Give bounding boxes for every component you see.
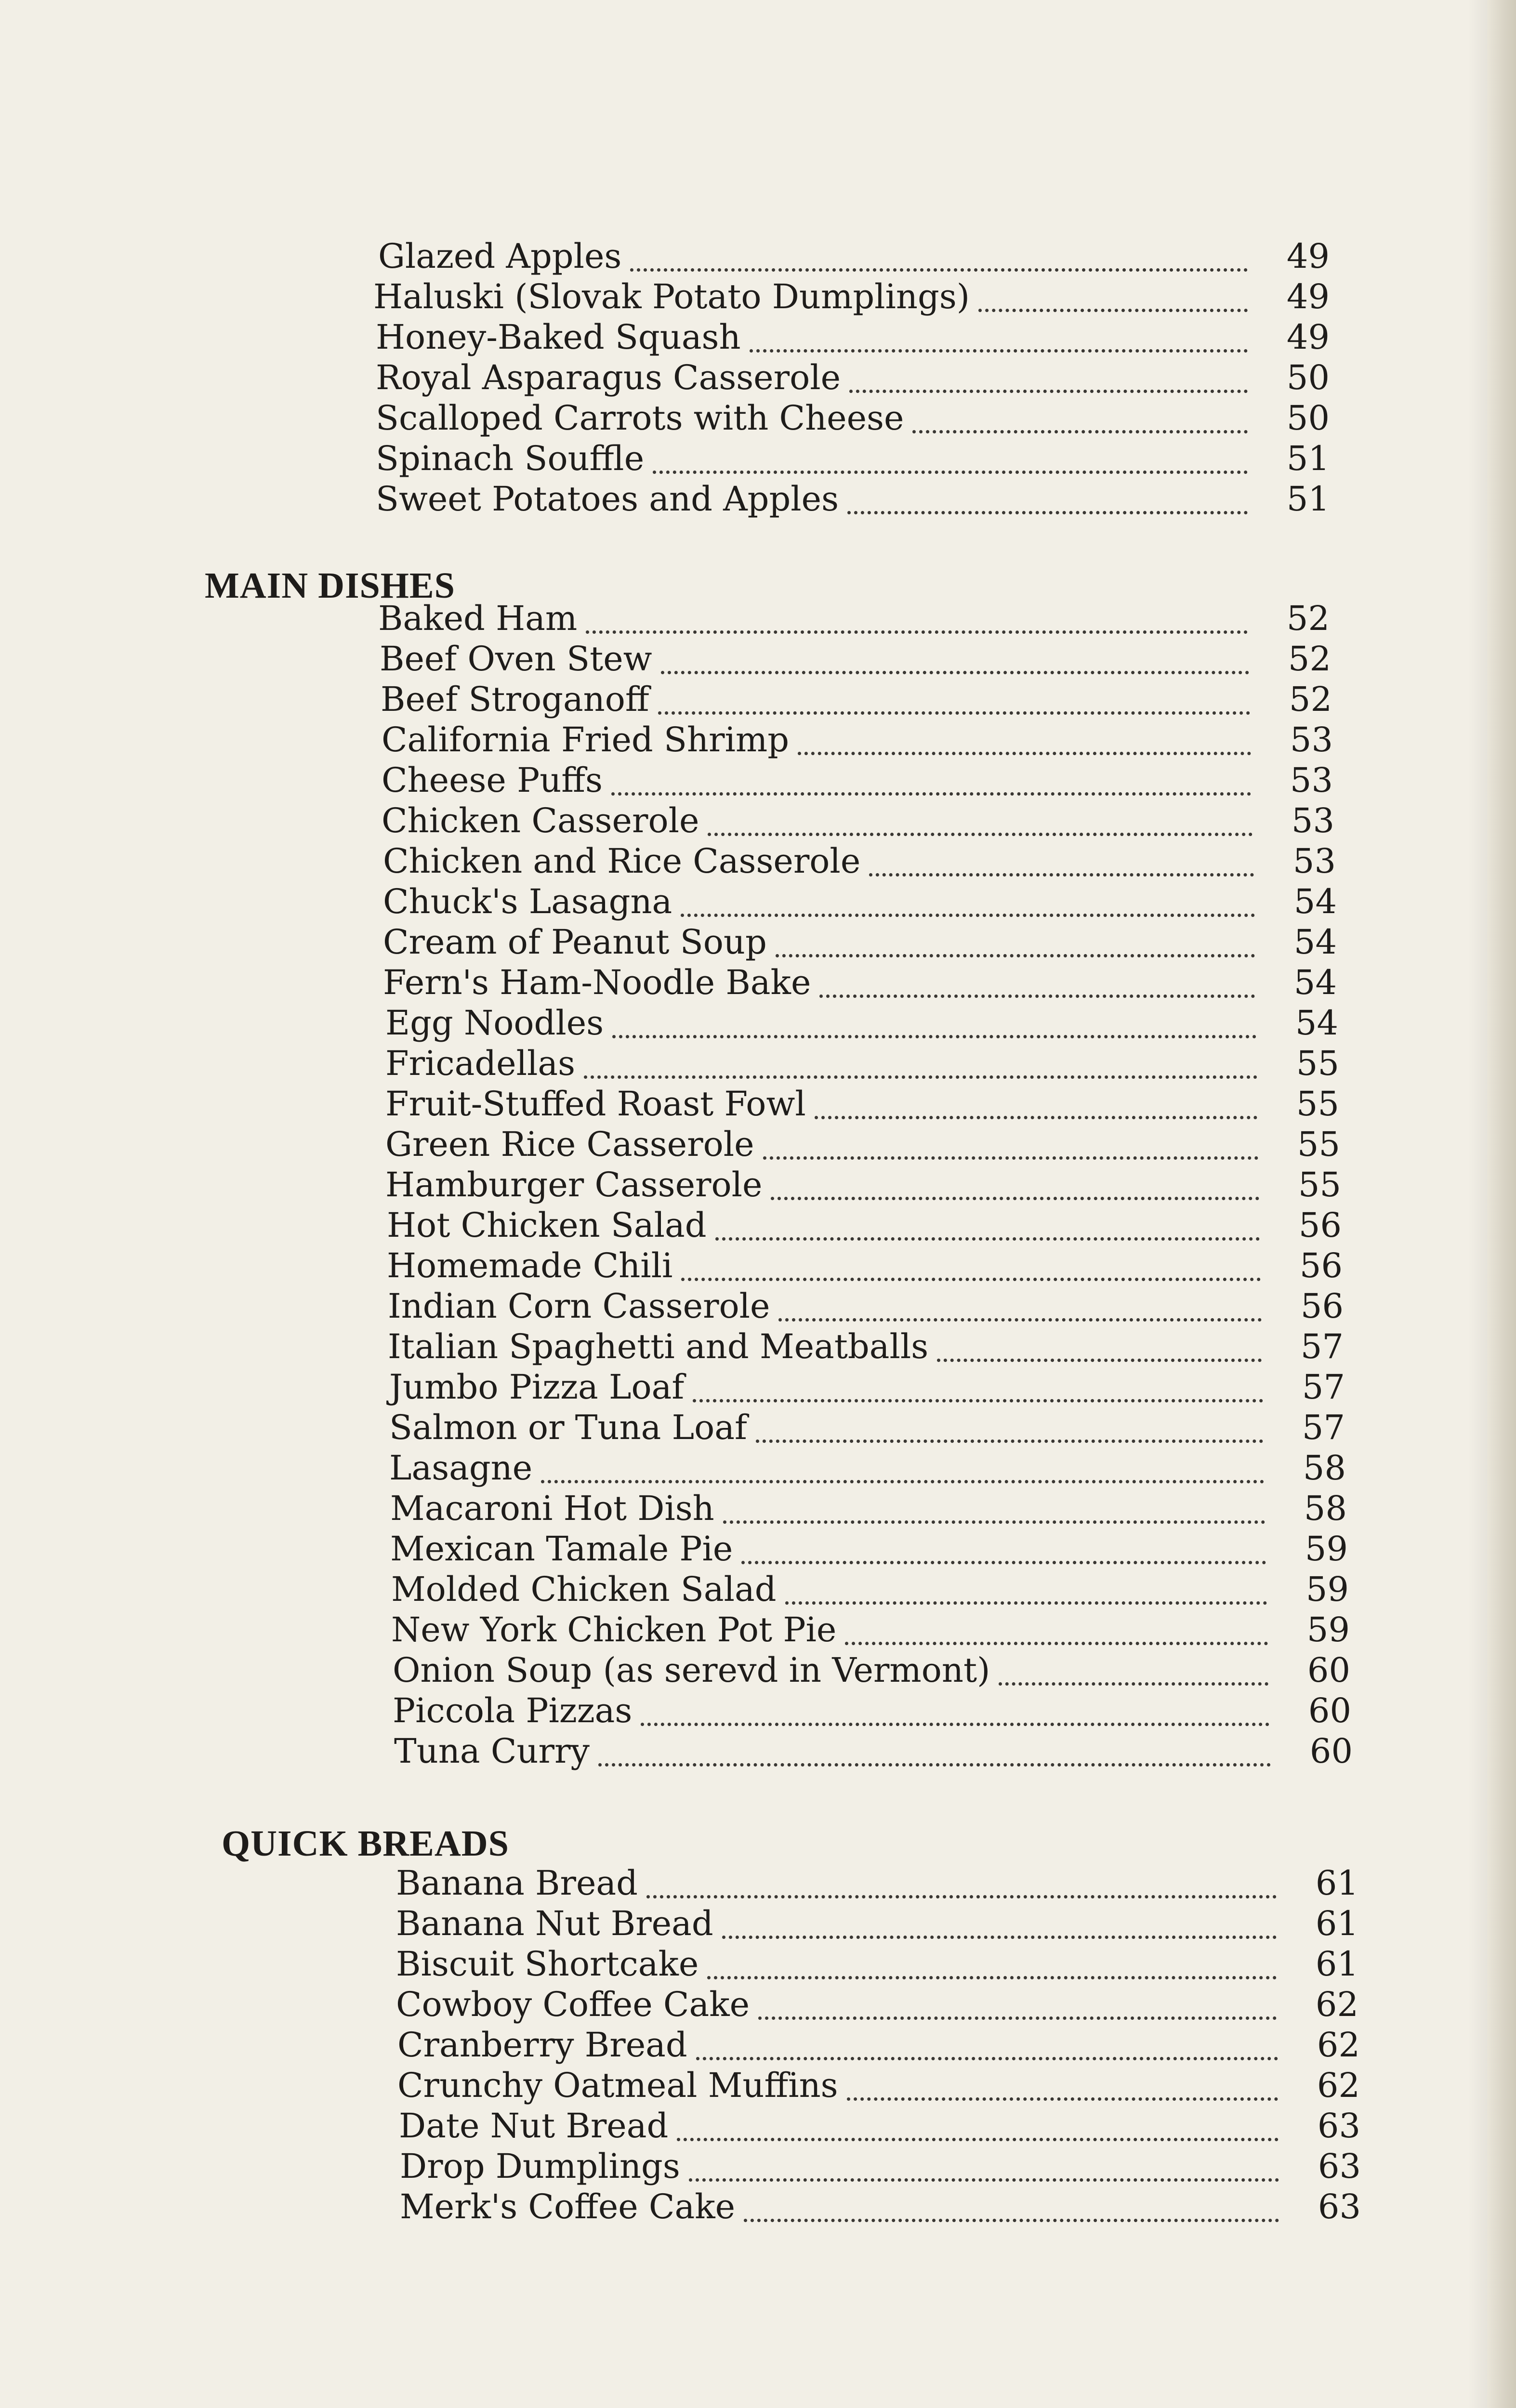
entry-page-number: 59 — [1305, 1529, 1348, 1569]
dot-leader — [646, 1895, 1277, 1898]
dot-leader — [611, 792, 1251, 796]
entry-page-number: 55 — [1298, 1165, 1341, 1204]
entry-page-number: 52 — [1288, 639, 1331, 679]
entry-page-number: 57 — [1300, 1327, 1344, 1366]
entry-title: Drop Dumplings — [400, 2146, 680, 2186]
entry-title: Hamburger Casserole — [385, 1165, 763, 1204]
index-entry — [396, 1903, 1358, 1944]
index-entry — [385, 1084, 1339, 1124]
dot-leader — [978, 309, 1248, 312]
entry-title: Glazed Apples — [378, 236, 622, 276]
entry-page-number: 55 — [1296, 1084, 1339, 1124]
entry-page-number: 55 — [1297, 1125, 1340, 1164]
dot-leader — [815, 1116, 1257, 1119]
index-entry — [396, 1863, 1358, 1903]
entry-page-number: 61 — [1315, 1944, 1358, 1984]
entry-page-number: 53 — [1292, 841, 1336, 881]
entry-page-number: 55 — [1296, 1044, 1339, 1083]
index-entry — [389, 1367, 1345, 1407]
dot-leader — [630, 268, 1248, 272]
entry-title: Chicken Casserole — [382, 801, 699, 840]
entry-page-number: 59 — [1305, 1570, 1349, 1609]
entry-title: Merk's Coffee Cake — [400, 2187, 736, 2226]
entry-page-number: 49 — [1286, 317, 1330, 357]
entry-title: Onion Soup (as serevd in Vermont) — [393, 1650, 990, 1690]
entry-title: Molded Chicken Salad — [391, 1570, 777, 1609]
index-entry — [376, 438, 1330, 479]
entry-title: Crunchy Oatmeal Muffins — [397, 2066, 838, 2105]
entry-page-number: 56 — [1300, 1286, 1344, 1326]
entry-page-number: 51 — [1286, 479, 1330, 519]
index-entry — [373, 276, 1330, 317]
entry-page-number: 61 — [1315, 1904, 1358, 1943]
dot-leader — [612, 1035, 1256, 1038]
binding-shadow — [1468, 0, 1487, 2408]
index-entry — [390, 1488, 1347, 1529]
dot-leader — [763, 1156, 1258, 1160]
dot-leader — [689, 2178, 1279, 2182]
dot-leader — [708, 833, 1252, 836]
entry-title: Spinach Souffle — [376, 439, 645, 478]
index-entry — [383, 962, 1337, 1003]
dot-leader — [912, 430, 1248, 433]
index-entry — [387, 1245, 1343, 1286]
entry-page-number: 53 — [1291, 801, 1334, 840]
entry-title: Beef Oven Stew — [380, 639, 652, 679]
index-entry — [396, 1984, 1358, 2025]
dot-leader — [653, 471, 1248, 474]
entry-page-number: 56 — [1298, 1205, 1342, 1245]
entry-title: Honey-Baked Squash — [376, 317, 741, 357]
dot-leader — [584, 1075, 1257, 1079]
dot-leader — [681, 914, 1255, 917]
entry-page-number: 56 — [1299, 1246, 1343, 1285]
entry-title: Scalloped Carrots with Cheese — [376, 398, 904, 438]
entry-title: New York Chicken Pot Pie — [391, 1610, 837, 1649]
entry-page-number: 50 — [1286, 398, 1330, 438]
entry-title: Fricadellas — [385, 1044, 576, 1083]
entry-title: Piccola Pizzas — [393, 1691, 633, 1730]
index-entry — [381, 679, 1332, 720]
entry-title: Banana Nut Bread — [396, 1904, 713, 1943]
index-entry — [388, 1286, 1344, 1326]
index-entry — [382, 760, 1333, 800]
entry-page-number: 52 — [1286, 599, 1330, 638]
entry-page-number: 57 — [1302, 1367, 1345, 1407]
dot-leader — [847, 511, 1248, 514]
entry-page-number: 54 — [1293, 922, 1337, 962]
entry-title: Mexican Tamale Pie — [390, 1529, 733, 1569]
dot-leader — [744, 2219, 1279, 2222]
entry-title: California Fried Shrimp — [382, 720, 790, 759]
entry-title: Haluski (Slovak Potato Dumplings) — [373, 277, 970, 316]
entry-page-number: 49 — [1286, 277, 1330, 316]
entry-title: Salmon or Tuna Loaf — [389, 1408, 747, 1447]
dot-leader — [849, 390, 1248, 393]
dot-leader — [723, 1520, 1265, 1524]
entry-page-number: 49 — [1286, 236, 1330, 276]
index-entry — [394, 1731, 1353, 1771]
page-edge — [1487, 0, 1516, 2408]
dot-leader — [598, 1763, 1271, 1767]
entry-page-number: 50 — [1286, 358, 1330, 397]
entry-page-number: 60 — [1307, 1650, 1350, 1690]
index-entry — [382, 800, 1334, 841]
index-entry — [391, 1610, 1350, 1650]
index-entry — [388, 1326, 1344, 1367]
entry-page-number: 62 — [1317, 2066, 1360, 2105]
dot-leader — [658, 711, 1250, 715]
index-entry — [378, 236, 1330, 276]
entry-title: Indian Corn Casserole — [388, 1286, 770, 1326]
entry-title: Jumbo Pizza Loaf — [389, 1367, 685, 1407]
dot-leader — [661, 671, 1249, 674]
dot-leader — [677, 2138, 1279, 2141]
index-entry — [400, 2146, 1361, 2186]
index-entry — [397, 2065, 1360, 2106]
index-entry — [393, 1650, 1350, 1690]
index-entry — [376, 398, 1330, 438]
entry-title: Egg Noodles — [385, 1003, 604, 1043]
index-entry — [400, 2186, 1361, 2227]
index-entry — [376, 357, 1330, 398]
index-entry — [391, 1569, 1349, 1610]
entry-title: Sweet Potatoes and Apples — [376, 479, 839, 519]
dot-leader — [869, 873, 1254, 877]
entry-title: Date Nut Bread — [399, 2106, 669, 2146]
entry-page-number: 59 — [1306, 1610, 1350, 1649]
entry-page-number: 62 — [1315, 1985, 1358, 2024]
index-entry — [393, 1690, 1351, 1731]
section-heading: QUICK BREADS — [222, 1823, 509, 1864]
index-entry — [376, 479, 1330, 519]
index-entry — [376, 317, 1330, 357]
dot-leader — [741, 1561, 1266, 1564]
dot-leader — [722, 1936, 1277, 1939]
entry-title: Banana Bread — [396, 1863, 638, 1903]
dot-leader — [715, 1237, 1260, 1241]
dot-leader — [756, 1440, 1263, 1443]
entry-title: Cowboy Coffee Cake — [396, 1985, 750, 2024]
dot-leader — [999, 1682, 1268, 1686]
entry-title: Lasagne — [389, 1448, 533, 1488]
index-entry — [389, 1407, 1345, 1448]
entry-page-number: 60 — [1308, 1691, 1351, 1730]
entry-title: Biscuit Shortcake — [396, 1944, 699, 1984]
dot-leader — [681, 1278, 1261, 1281]
index-entry — [387, 1205, 1342, 1245]
entry-page-number: 52 — [1289, 680, 1332, 719]
index-entry — [385, 1124, 1340, 1165]
dot-leader — [937, 1359, 1262, 1362]
dot-leader — [696, 2057, 1278, 2060]
entry-page-number: 61 — [1315, 1863, 1358, 1903]
index-entry — [399, 2106, 1360, 2146]
entry-title: Cranberry Bread — [397, 2025, 687, 2065]
dot-leader — [798, 752, 1251, 755]
dot-leader — [750, 349, 1248, 353]
entry-title: Macaroni Hot Dish — [390, 1489, 714, 1528]
entry-title: Chuck's Lasagna — [383, 882, 672, 921]
entry-page-number: 63 — [1318, 2187, 1361, 2226]
entry-title: Homemade Chili — [387, 1246, 673, 1285]
entry-page-number: 54 — [1295, 1003, 1338, 1043]
index-entry — [378, 598, 1330, 639]
index-entry — [396, 1944, 1358, 1984]
index-entry — [383, 841, 1336, 881]
index-entry — [385, 1043, 1339, 1084]
entry-page-number: 63 — [1317, 2106, 1360, 2146]
entry-page-number: 60 — [1309, 1731, 1353, 1771]
entry-page-number: 53 — [1290, 760, 1333, 800]
dot-leader — [819, 995, 1255, 998]
index-entry — [397, 2025, 1360, 2065]
entry-title: Fruit-Stuffed Roast Fowl — [385, 1084, 806, 1124]
dot-leader — [776, 954, 1255, 957]
entry-title: Hot Chicken Salad — [387, 1205, 707, 1245]
entry-title: Royal Asparagus Casserole — [376, 358, 841, 397]
dot-leader — [785, 1601, 1267, 1605]
dot-leader — [641, 1723, 1269, 1726]
index-entry — [390, 1529, 1348, 1569]
index-entry — [382, 720, 1333, 760]
dot-leader — [693, 1399, 1263, 1402]
dot-leader — [771, 1197, 1259, 1200]
entry-page-number: 58 — [1303, 1448, 1346, 1488]
dot-leader — [758, 2016, 1277, 2020]
index-entry — [383, 881, 1337, 922]
index-entry — [380, 639, 1331, 679]
entry-page-number: 63 — [1318, 2146, 1361, 2186]
dot-leader — [707, 1976, 1277, 1979]
index-entry — [385, 1003, 1338, 1043]
index-entry — [385, 1165, 1341, 1205]
entry-title: Green Rice Casserole — [385, 1125, 754, 1164]
dot-leader — [541, 1480, 1264, 1483]
entry-title: Cheese Puffs — [382, 760, 603, 800]
entry-title: Italian Spaghetti and Meatballs — [388, 1327, 929, 1366]
index-entry — [383, 922, 1337, 962]
dot-leader — [845, 1642, 1268, 1645]
entry-page-number: 54 — [1293, 882, 1337, 921]
entry-title: Beef Stroganoff — [381, 680, 649, 719]
entry-page-number: 57 — [1302, 1408, 1345, 1447]
dot-leader — [586, 630, 1248, 634]
entry-page-number: 58 — [1304, 1489, 1347, 1528]
entry-page-number: 53 — [1290, 720, 1333, 759]
entry-title: Baked Ham — [378, 599, 578, 638]
entry-page-number: 62 — [1317, 2025, 1360, 2065]
entry-title: Cream of Peanut Soup — [383, 922, 767, 962]
section-heading: MAIN DISHES — [205, 565, 455, 606]
dot-leader — [778, 1318, 1262, 1322]
index-entry — [389, 1448, 1346, 1488]
entry-title: Fern's Ham-Noodle Bake — [383, 963, 811, 1002]
entry-title: Tuna Curry — [394, 1731, 590, 1771]
dot-leader — [847, 2097, 1278, 2101]
entry-title: Chicken and Rice Casserole — [383, 841, 861, 881]
entry-page-number: 51 — [1286, 439, 1330, 478]
entry-page-number: 54 — [1293, 963, 1337, 1002]
